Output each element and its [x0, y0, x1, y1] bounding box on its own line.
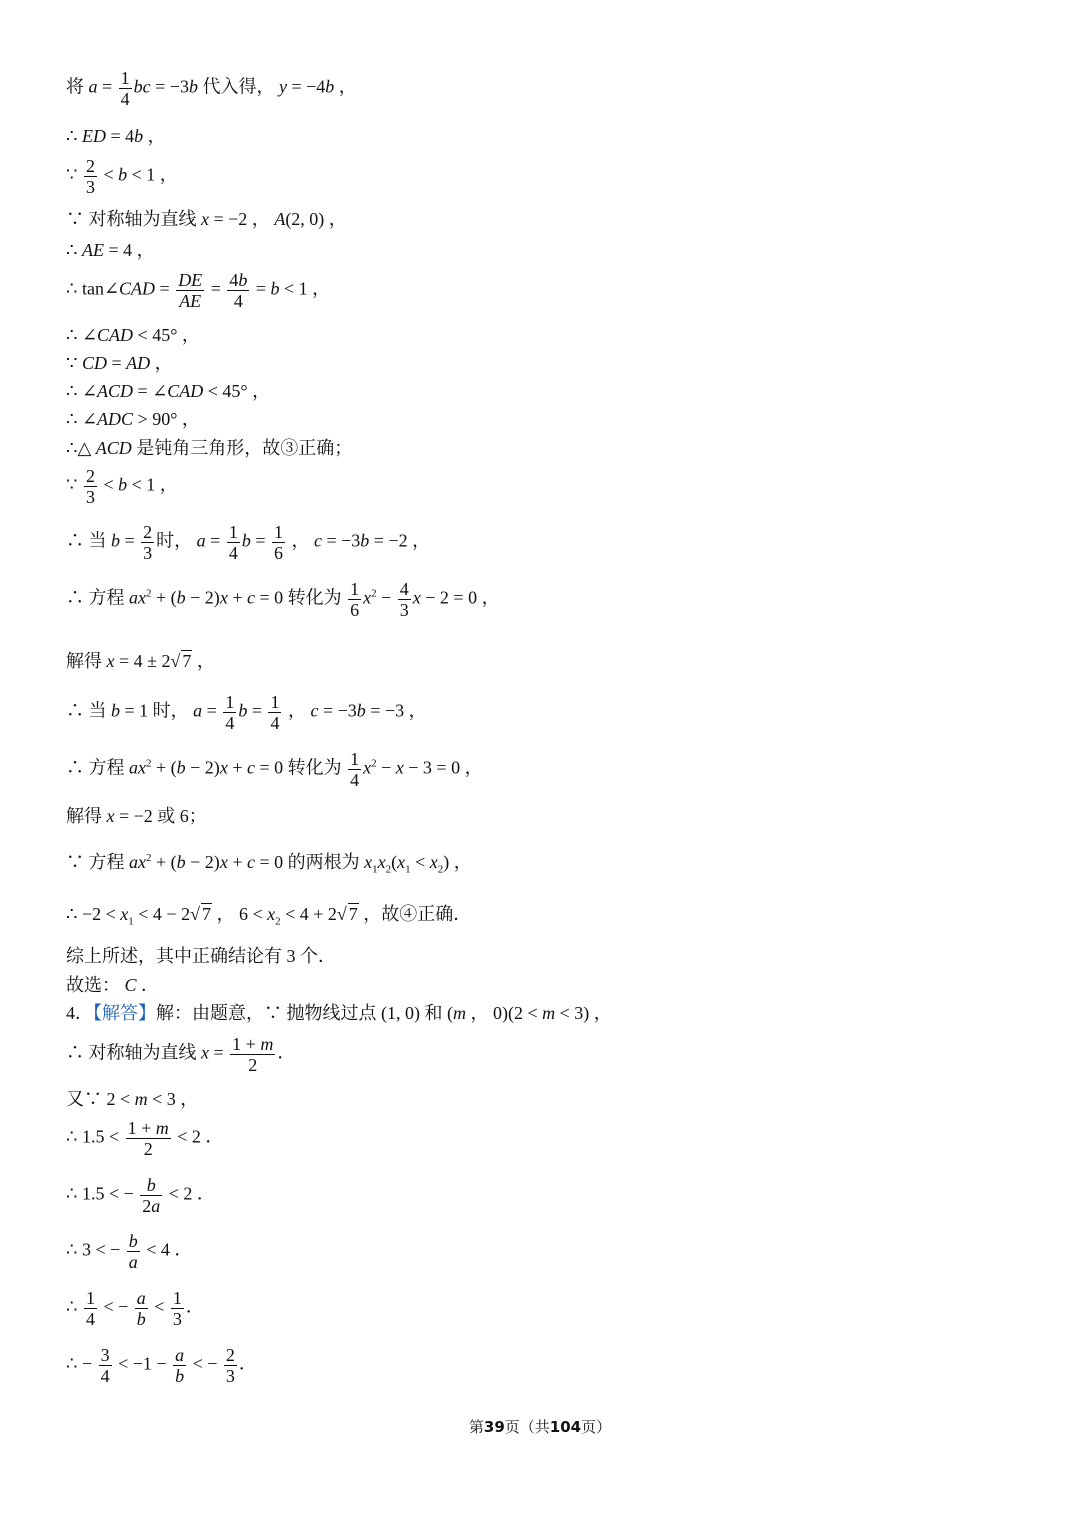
footer-prefix: 第 [468, 1418, 484, 1436]
solution-line-21: 综上所述，其中正确结论有 3 个． [66, 946, 336, 966]
solution-line-28: ∴ 3 < − $\frac{b}{a}$ < 4 ． [66, 1231, 193, 1272]
solution-line-13: ∴ 当 b = $\frac{2}{3}$ 时， a = $\frac{1}{4}$ b = $\frac{1}{6}$ ， c = −3b = −2 ， [66, 522, 431, 563]
solution-line-17: ∴ 方程 $ax^2 + (b - 2)x + c = 0$ 转化为 $\frac{1}{4}$ $x^2 - x - 3 = 0$ ， [66, 749, 483, 790]
problem-4-intro: 解：由题意，∵ 抛物线过点 (1, 0) 和 (m ， 0)(2 < m < 3) ， [156, 1003, 612, 1023]
page-footer [0, 1416, 1080, 1437]
solution-line-24: ∴ 对称轴为直线 x = $\frac{1 + m}{2}$ ． [66, 1034, 296, 1075]
total-page-count: 104 [549, 1418, 582, 1436]
solution-line-1: 将 a = $\frac{1}{4}$ bc = −3b 代入得， y = −4b ， [66, 68, 357, 109]
solution-line-2: ∴ ED = 4b ， [66, 126, 166, 146]
current-page-number: 39 [483, 1418, 505, 1436]
solution-line-15: 解得 x = 4 ± 2√ 7 ， [66, 651, 215, 671]
solution-line-12: ∵ $\frac{2}{3}$ < b < 1 ， [66, 466, 178, 507]
solution-line-26: ∴ 1.5 < $\frac{1 + m}{2}$ < 2 ． [66, 1118, 224, 1159]
solution-line-22: 故选： C ． [66, 975, 160, 995]
solution-line-8: ∵ CD = AD ， [66, 353, 173, 373]
solution-line-6: ∴ tan∠CAD = $\frac{DE}{AE}$ = $\frac{4b}{4}$ = b < 1 ， [66, 270, 331, 311]
answer-tag: 【解答】 [93, 1003, 156, 1023]
solution-line-18: 解得 x = −2 或 6； [66, 806, 207, 826]
solution-line-3: ∵ $\frac{2}{3}$ < b < 1 ， [66, 156, 178, 197]
solution-line-30: ∴ − $\frac{3}{4}$ < −1 − $\frac{a}{b}$ < − $\frac{2}{3}$ ． [66, 1345, 257, 1386]
solution-line-25: 又∵ 2 < m < 3 ， [66, 1089, 199, 1109]
problem-number: 4． [66, 1003, 93, 1023]
solution-line-5: ∴ AE = 4 ， [66, 240, 155, 260]
problem-4-header [66, 1001, 612, 1025]
footer-middle: 页（共 [504, 1418, 550, 1436]
solution-line-10: ∴ ∠ADC > 90° ， [66, 409, 200, 429]
solution-line-20: ∴ $-2 < x_1 < 4 - 2√$ 7 ， $6 < x_2 < 4 + 2√$ 7 ，故④正确． [66, 904, 472, 928]
solution-line-19: ∵ 方程 $ax^2 + (b - 2)x + c = 0$ 的两根为 $x_1x_2(x_1 < x_2)$ ， [66, 852, 472, 876]
solution-line-27: ∴ 1.5 < − $\frac{b}{2a}$ < 2 ． [66, 1175, 215, 1216]
solution-line-16: ∴ 当 b = 1 时， a = $\frac{1}{4}$ b = $\frac{1}{4}$ ， c = −3b = −3 ， [66, 692, 427, 733]
solution-line-9: ∴ ∠ACD = ∠CAD < 45° ， [66, 381, 271, 401]
solution-line-4: ∵ 对称轴为直线 x = −2 ， A(2, 0) ， [66, 209, 347, 229]
solution-line-11: ∴△ ACD 是钝角三角形，故③正确； [66, 438, 353, 458]
solution-line-14: ∴ 方程 $ax^2 + (b - 2)x + c = 0$ 转化为 $\frac{1}{6}$ $x^2$ − $\frac{4}{3}$ x − 2 = 0 ， [66, 579, 500, 620]
solution-line-7: ∴ ∠CAD < 45° ， [66, 325, 200, 345]
solution-line-29: ∴ $\frac{1}{4}$ < − $\frac{a}{b}$ < $\frac{1}{3}$ ． [66, 1288, 204, 1329]
footer-suffix: 页） [581, 1418, 612, 1436]
